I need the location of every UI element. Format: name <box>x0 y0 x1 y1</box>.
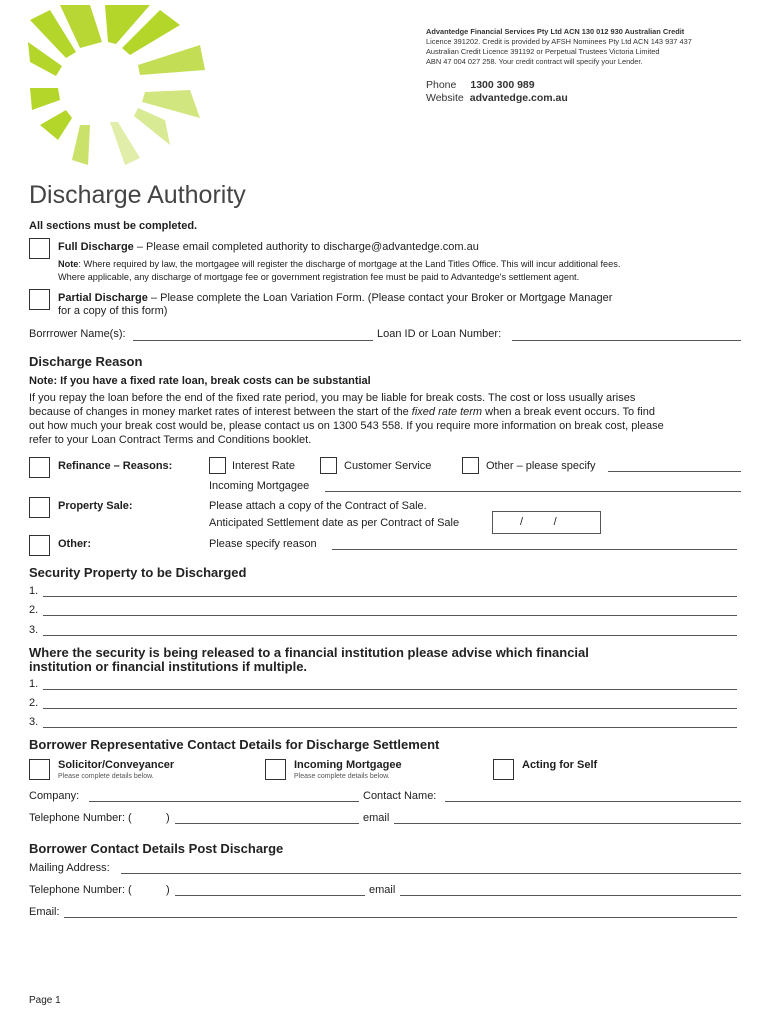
post-email-label: email <box>369 884 396 896</box>
mailing-address-label: Mailing Address: <box>29 862 110 874</box>
advantedge-logo <box>0 0 240 180</box>
specify-reason-field[interactable] <box>332 549 737 550</box>
solicitor-label: Solicitor/Conveyancer <box>58 759 175 771</box>
note-label: Note <box>58 259 79 269</box>
company-label: Company: <box>29 790 80 802</box>
post-telephone-label: Telephone Number: ( <box>29 884 132 896</box>
institution-field-1[interactable] <box>43 689 737 690</box>
security-property-field-2[interactable] <box>43 615 737 616</box>
other-specify-label: Other – please specify <box>486 460 596 472</box>
discharge-reason-heading: Discharge Reason <box>29 354 143 369</box>
institution-item-number: 2. <box>29 697 39 709</box>
notice-line: Licence 391202. Credit is provided by AFSH Nominees Pty Ltd ACN 143 937 437 <box>426 37 692 46</box>
other-specify-field[interactable] <box>608 471 741 472</box>
loan-id-field[interactable] <box>512 340 741 341</box>
solicitor-sub: Please complete details below. <box>58 773 154 780</box>
rep-email-label: email <box>363 812 390 824</box>
interest-rate-label: Interest Rate <box>232 460 295 472</box>
date-separators: / / <box>520 516 557 528</box>
incoming-sub: Please complete details below. <box>294 773 390 780</box>
page-number: Page 1 <box>29 995 61 1006</box>
break-cost-para-line3: out how much your break cost would be, please contact us on 1300 543 558. If you require more information on break cost, please <box>29 420 664 432</box>
phone-row <box>426 79 535 91</box>
partial-discharge-row <box>58 292 612 304</box>
website-row <box>426 92 568 104</box>
notice-line: ABN 47 004 027 258. Your credit contract will specify your Lender. <box>426 57 643 66</box>
note-line1: : Where required by law, the mortgagee will register the discharge of mortgage at the Land Titles Office. This will incur additional fees. <box>78 259 621 269</box>
website-label: Website <box>426 92 464 104</box>
financial-institution-heading: Where the security is being released to a financial institution please advise which financial <box>29 645 589 660</box>
break-cost-para-line2 <box>29 406 655 418</box>
property-sale-label: Property Sale: <box>58 500 133 512</box>
security-item-number: 1. <box>29 585 39 597</box>
fixed-rate-note: Note: If you have a fixed rate loan, break costs can be substantial <box>29 375 371 387</box>
company-notice <box>426 27 684 37</box>
incoming-label: Incoming Mortgagee <box>294 759 402 771</box>
paren-close: ) <box>166 884 170 896</box>
full-discharge-text: – Please email completed authority to discharge@advantedge.com.au <box>133 241 479 253</box>
email-full-field[interactable] <box>64 917 737 918</box>
notice-line: Australian Credit Licence 391192 or Perpetual Trustees Victoria Limited <box>426 47 660 56</box>
acting-self-label: Acting for Self <box>522 759 598 771</box>
phone-value[interactable]: 1300 300 989 <box>470 79 535 91</box>
representative-heading: Borrower Representative Contact Details for Discharge Settlement <box>29 737 440 752</box>
interest-rate-checkbox[interactable] <box>209 457 226 474</box>
incoming-mortgagee-field[interactable] <box>325 491 741 492</box>
para-line2b: when a break event occurs. To find <box>482 406 655 418</box>
institution-field-3[interactable] <box>43 727 737 728</box>
paren-close: ) <box>166 812 170 824</box>
notice-line: Advantedge Financial Services Pty Ltd ACN 130 012 930 Australian Credit <box>426 27 685 36</box>
specify-reason-label: Please specify reason <box>209 538 317 550</box>
other-label: Other: <box>58 538 91 550</box>
para-line2-italic: fixed rate term <box>411 406 483 418</box>
solicitor-checkbox[interactable] <box>29 759 50 780</box>
acting-self-checkbox[interactable] <box>493 759 514 780</box>
loan-id-label: Loan ID or Loan Number: <box>377 328 502 340</box>
security-property-field-1[interactable] <box>43 596 737 597</box>
institution-item-number: 3. <box>29 716 39 728</box>
rep-telephone-field[interactable] <box>175 823 359 824</box>
settlement-date-label: Anticipated Settlement date as per Contract of Sale <box>209 517 460 529</box>
rep-telephone-label: Telephone Number: ( <box>29 812 132 824</box>
break-cost-para-line1: If you repay the loan before the end of the fixed rate period, you may be liable for break costs. The cost or loss usually arises <box>29 392 636 404</box>
refinance-checkbox[interactable] <box>29 457 50 478</box>
security-item-number: 2. <box>29 604 39 616</box>
other-checkbox[interactable] <box>29 535 50 556</box>
page-title: Discharge Authority <box>29 181 246 209</box>
para-line2a: because of changes in money market rates of interest between the start of the <box>29 406 412 418</box>
contact-name-label: Contact Name: <box>363 790 437 802</box>
institution-field-2[interactable] <box>43 708 737 709</box>
other-reason-checkbox[interactable] <box>462 457 479 474</box>
partial-discharge-checkbox[interactable] <box>29 289 50 310</box>
full-discharge-label: Full Discharge <box>58 241 134 253</box>
full-discharge-row <box>58 241 479 253</box>
attach-contract-text: Please attach a copy of the Contract of Sale. <box>209 500 427 512</box>
website-value[interactable]: advantedge.com.au <box>469 92 568 104</box>
borrower-names-field[interactable] <box>133 340 373 341</box>
security-property-field-3[interactable] <box>43 635 737 636</box>
post-telephone-field[interactable] <box>175 895 365 896</box>
partial-discharge-label: Partial Discharge <box>58 292 148 304</box>
institution-item-number: 1. <box>29 678 39 690</box>
customer-service-label: Customer Service <box>344 460 432 472</box>
refinance-label: Refinance – Reasons: <box>58 460 173 472</box>
settlement-date-field[interactable] <box>492 511 601 534</box>
full-discharge-note <box>58 259 620 269</box>
partial-discharge-text: – Please complete the Loan Variation Form. (Please contact your Broker or Mortgage Manager <box>147 292 613 304</box>
contact-name-field[interactable] <box>445 801 741 802</box>
email-full-label: Email: <box>29 906 60 918</box>
incoming-mortgagee-checkbox[interactable] <box>265 759 286 780</box>
financial-institution-heading-2: institution or financial institutions if multiple. <box>29 659 308 674</box>
customer-service-checkbox[interactable] <box>320 457 337 474</box>
rep-email-field[interactable] <box>394 823 741 824</box>
company-field[interactable] <box>89 801 359 802</box>
post-email-field[interactable] <box>400 895 741 896</box>
property-sale-checkbox[interactable] <box>29 497 50 518</box>
partial-discharge-text2: for a copy of this form) <box>58 305 168 317</box>
break-cost-para-line4: refer to your Loan Contract Terms and Conditions booklet. <box>29 434 312 446</box>
intro-text: All sections must be completed. <box>29 220 198 232</box>
incoming-mortgagee-label: Incoming Mortgagee <box>209 480 310 492</box>
security-property-heading: Security Property to be Discharged <box>29 565 247 580</box>
security-item-number: 3. <box>29 624 39 636</box>
post-discharge-heading: Borrower Contact Details Post Discharge <box>29 841 284 856</box>
phone-label: Phone <box>426 79 457 91</box>
borrower-names-label: Borrrower Name(s): <box>29 328 126 340</box>
mailing-address-field[interactable] <box>121 873 741 874</box>
full-discharge-checkbox[interactable] <box>29 238 50 259</box>
note-line2: Where applicable, any discharge of mortgage fee or government registration fee must be paid to Advantedge's settlement agent. <box>58 272 580 282</box>
